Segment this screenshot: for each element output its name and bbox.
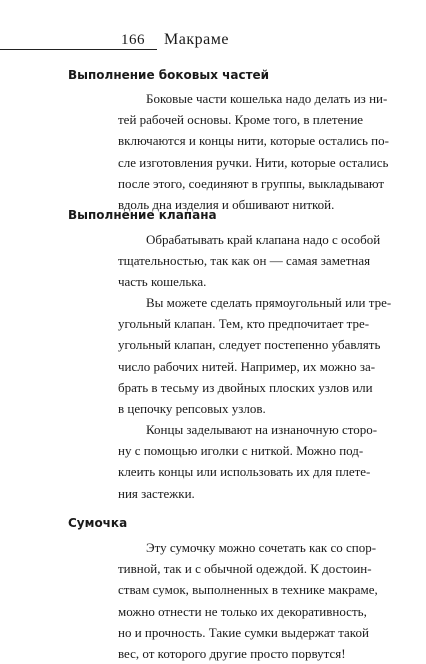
section-heading-flap: Выполнение клапана	[68, 208, 217, 222]
text-line: тщательностью, так как он — самая заметная	[118, 253, 371, 269]
text-line: угольный клапан, следует постепенно убавлять	[118, 337, 381, 353]
paragraph-flap-1	[118, 229, 381, 293]
text-line: включаются и концы нити, которые остались по-	[118, 133, 389, 149]
text-line: но и прочность. Такие сумки выдержат такой	[118, 624, 369, 640]
paragraph-flap-2	[118, 292, 392, 419]
running-title: Макраме	[164, 31, 229, 48]
paragraph-handbag	[118, 537, 378, 664]
text-line: брать в тесьму из двойных плоских узлов или	[118, 379, 373, 395]
text-line: сле изготовления ручки. Нити, которые остались	[118, 154, 389, 170]
running-header	[0, 30, 426, 52]
page-number: 166	[121, 32, 145, 48]
text-line: вес, от которого другие просто порвутся!	[118, 646, 346, 662]
paragraph-side-parts	[118, 88, 389, 215]
text-line: Эту сумочку можно сочетать как со спор-	[146, 540, 377, 555]
text-line: тей рабочей основы. Кроме того, в плетение	[118, 112, 364, 128]
text-line: часть кошелька.	[118, 274, 207, 290]
text-line: Обрабатывать край клапана надо с особой	[146, 232, 381, 247]
text-line: Вы можете сделать прямоугольный или тре-	[146, 295, 392, 310]
section-heading-side-parts: Выполнение боковых частей	[68, 68, 270, 82]
text-line: в цепочку репсовых узлов.	[118, 401, 266, 417]
text-line: после этого, соединяют в группы, выкладывают	[118, 175, 385, 191]
text-line: Боковые части кошелька надо делать из ни-	[146, 91, 388, 106]
text-line: ния застежки.	[118, 485, 195, 501]
text-line: тивной, так и с обычной одеждой. К достоин-	[118, 561, 372, 577]
text-line: клеить концы или использовать их для плете-	[118, 464, 371, 480]
section-heading-handbag: Сумочка	[68, 516, 128, 530]
text-line: Концы заделывают на изнаночную сторо-	[146, 422, 378, 437]
text-line: число рабочих нитей. Например, их можно за-	[118, 358, 376, 374]
text-line: ну с помощью иголки с ниткой. Можно под-	[118, 443, 364, 459]
text-line: угольный клапан. Тем, кто предпочитает тре-	[118, 316, 370, 332]
paragraph-flap-3	[118, 419, 378, 504]
text-line: ствам сумок, выполненных в технике макраме,	[118, 582, 378, 598]
text-line: можно отнести не только их декоративность,	[118, 603, 367, 619]
text-line: вдоль дна изделия и обшивают ниткой.	[118, 197, 335, 213]
